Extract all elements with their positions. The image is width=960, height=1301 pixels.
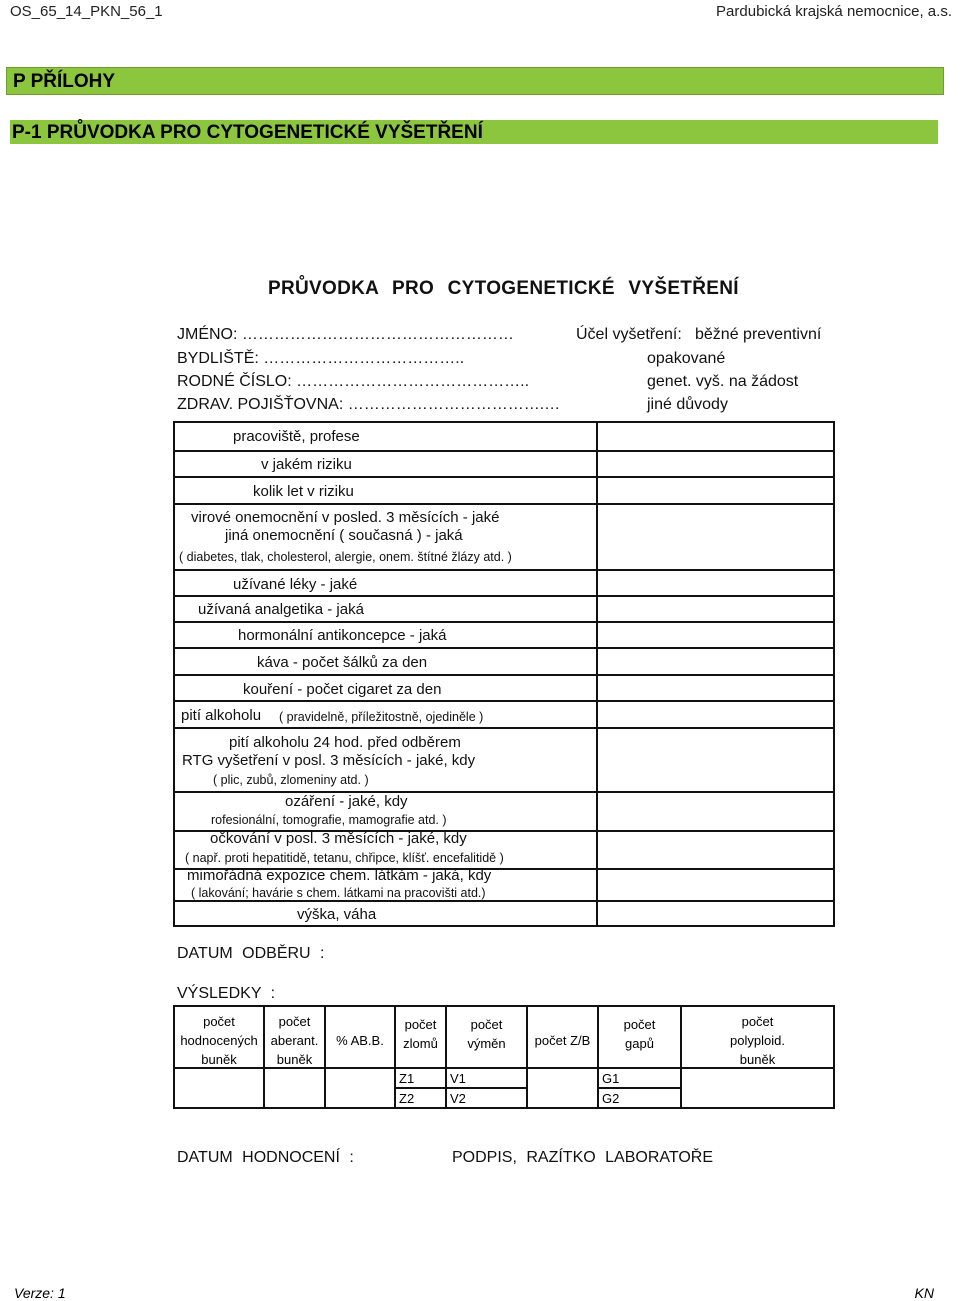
question-label: pracoviště, profese xyxy=(233,428,360,445)
purpose-option-repeated[interactable]: opakované xyxy=(647,350,726,367)
question-label: užívaná analgetika - jaká xyxy=(198,601,364,618)
field-name[interactable]: JMÉNO: …………………………………………… xyxy=(177,326,514,343)
question-label: v jakém riziku xyxy=(261,456,352,473)
results-label: VÝSLEDKY : xyxy=(177,985,276,1002)
results-col-percent-ab xyxy=(326,1007,396,1107)
table-row xyxy=(175,595,833,621)
question-label: RTG vyšetření v posl. 3 měsících - jaké, kdy xyxy=(182,752,476,769)
results-cell-v2[interactable]: V2 xyxy=(450,1091,466,1106)
results-cell-z2[interactable]: Z2 xyxy=(399,1091,415,1106)
question-label: hormonální antikoncepce - jaká xyxy=(238,627,447,644)
footer-fragment: KN xyxy=(914,1285,934,1301)
results-col-exchanges xyxy=(447,1007,528,1107)
question-hint: ( pravidelně, příležitostně, ojediněle ) xyxy=(279,710,484,724)
question-hint: rofesionální, tomografie, mamografie atd. ) xyxy=(211,813,447,827)
field-insurance[interactable]: ZDRAV. POJIŠŤOVNA: ……………………………….… xyxy=(177,396,561,413)
column-header: počet gapů xyxy=(599,1007,680,1069)
column-header: počet aberant. buněk xyxy=(265,1007,324,1069)
form-title: PRŮVODKA PRO CYTOGENETICKÉ VYŠETŘENÍ xyxy=(268,278,739,299)
question-label: virové onemocnění v posled. 3 měsících - jaké xyxy=(191,509,500,526)
column-header: počet polyploid. buněk xyxy=(682,1007,833,1069)
purpose-option-other[interactable]: jiné důvody xyxy=(647,396,728,413)
version-label: Verze: 1 xyxy=(14,1285,66,1301)
field-address[interactable]: BYDLIŠTĚ: ……………………………….. xyxy=(177,350,465,367)
question-label: pití alkoholu 24 hod. před odběrem xyxy=(229,734,461,751)
table-row xyxy=(175,674,833,700)
question-label: užívané léky - jaké xyxy=(233,576,358,593)
question-label: jiná onemocnění ( současná ) - jaká xyxy=(225,527,463,544)
sampling-date-label: DATUM ODBĚRU : xyxy=(177,945,325,962)
table-row xyxy=(175,450,833,476)
lab-signature-label: PODPIS, RAZÍTKO LABORATOŘE xyxy=(452,1149,714,1166)
table-row xyxy=(175,621,833,647)
column-header: počet zlomů xyxy=(396,1007,445,1069)
question-hint: ( lakování; havárie s chem. látkami na pracovišti atd.) xyxy=(191,886,486,900)
evaluation-date-label: DATUM HODNOCENÍ : xyxy=(177,1149,354,1166)
table-row xyxy=(175,423,833,450)
question-hint: ( diabetes, tlak, cholesterol, alergie, onem. štítné žlázy atd. ) xyxy=(179,550,512,564)
section-heading: P-1 PRŮVODKA PRO CYTOGENETICKÉ VYŠETŘENÍ xyxy=(10,120,938,144)
column-header: % AB.B. xyxy=(326,1007,394,1069)
column-header: počet hodnocených buněk xyxy=(175,1007,263,1069)
results-col-aberrant-cells xyxy=(265,1007,326,1107)
question-label: mimořádná expozice chem. látkám - jaká, kdy xyxy=(187,867,492,884)
question-label: káva - počet šálků za den xyxy=(257,654,428,671)
results-cell-g1[interactable]: G1 xyxy=(599,1069,680,1089)
column-header: počet Z/B xyxy=(528,1007,597,1069)
table-row xyxy=(175,868,833,900)
purpose-option-preventive[interactable]: běžné preventivní xyxy=(695,326,822,343)
appendix-heading: P PŘÍLOHY xyxy=(6,67,944,95)
questionnaire-table xyxy=(173,421,835,927)
organization-name: Pardubická krajská nemocnice, a.s. xyxy=(716,3,952,20)
column-header: počet výměn xyxy=(447,1007,526,1069)
table-row xyxy=(175,569,833,595)
results-col-gaps xyxy=(599,1007,682,1107)
document-code: OS_65_14_PKN_56_1 xyxy=(10,3,163,20)
question-label: výška, váha xyxy=(297,906,377,923)
table-row xyxy=(175,830,833,868)
table-row xyxy=(175,900,833,925)
results-col-zb xyxy=(528,1007,599,1107)
table-row xyxy=(175,791,833,830)
table-row xyxy=(175,503,833,569)
results-col-polyploid xyxy=(682,1007,833,1107)
results-col-breaks xyxy=(396,1007,447,1107)
question-label: kolik let v riziku xyxy=(253,483,354,500)
results-cell-v1[interactable]: V1 xyxy=(447,1069,526,1089)
question-hint: ( např. proti hepatitidě, tetanu, chřipce, klíšť. encefalitidě ) xyxy=(185,851,504,865)
question-label: pití alkoholu xyxy=(181,707,262,724)
table-row xyxy=(175,647,833,674)
results-table xyxy=(173,1005,835,1109)
question-label: ozáření - jaké, kdy xyxy=(285,793,408,810)
question-label: očkování v posl. 3 měsících - jaké, kdy xyxy=(210,830,467,847)
field-birth-number[interactable]: RODNÉ ČÍSLO: …………………………………….. xyxy=(177,373,530,390)
table-row xyxy=(175,700,833,727)
results-col-evaluated-cells xyxy=(175,1007,265,1107)
table-row xyxy=(175,727,833,791)
results-cell-z1[interactable]: Z1 xyxy=(396,1069,445,1089)
results-cell-g2[interactable]: G2 xyxy=(602,1091,620,1106)
purpose-label: Účel vyšetření: xyxy=(576,326,682,343)
table-row xyxy=(175,476,833,503)
question-hint: ( plic, zubů, zlomeniny atd. ) xyxy=(213,773,369,787)
purpose-option-on-request[interactable]: genet. vyš. na žádost xyxy=(647,373,799,390)
question-label: kouření - počet cigaret za den xyxy=(243,681,442,698)
